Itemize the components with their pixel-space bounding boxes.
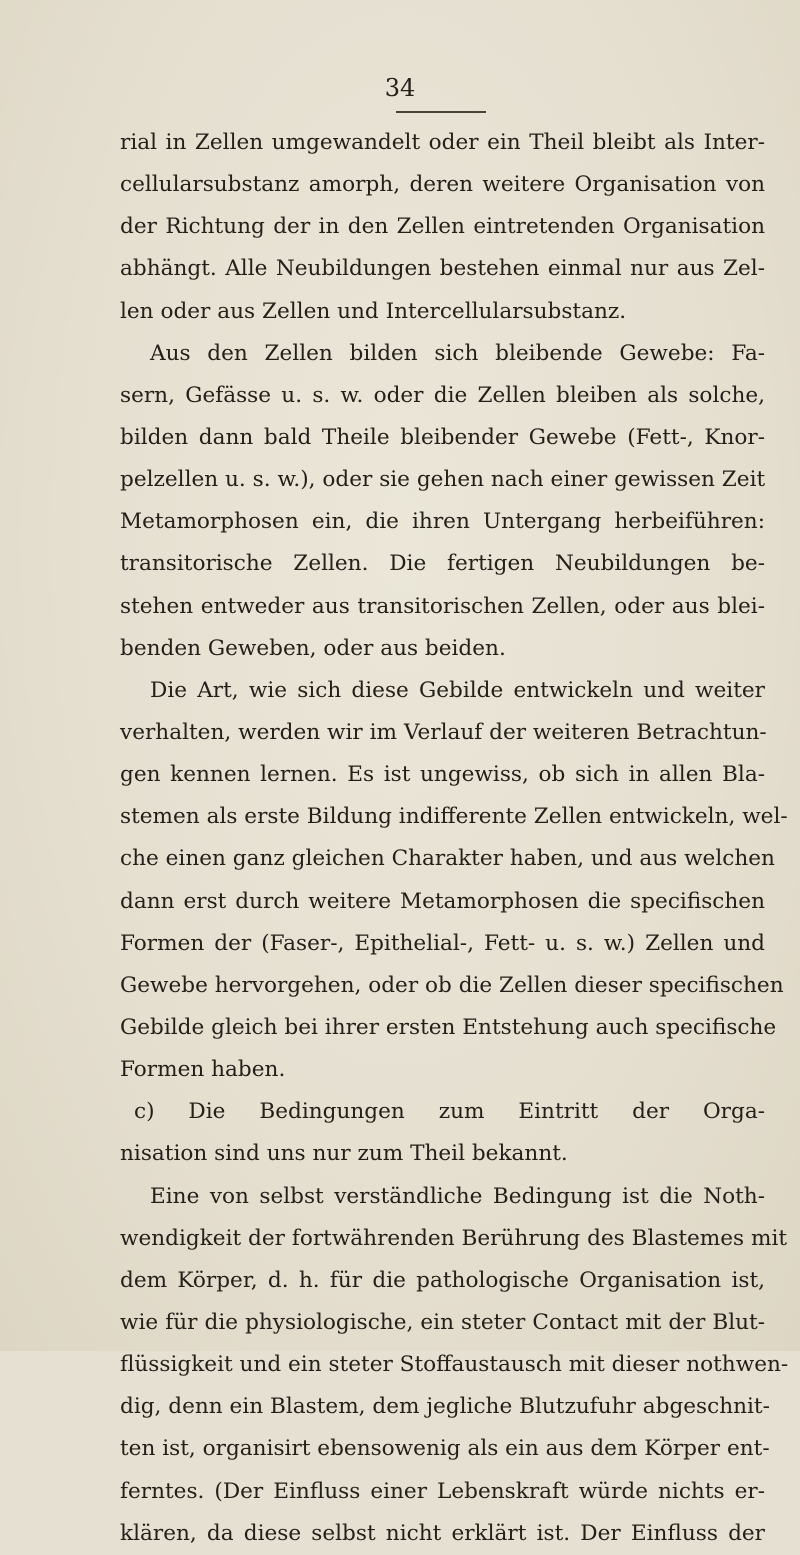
text-line: Die Art, wie sich diese Gebilde entwickeln und weiter [150, 677, 765, 703]
text-line: rial in Zellen umgewandelt oder ein Theil bleibt als Inter- [120, 130, 765, 155]
text-line: der Richtung der in den Zellen eintretenden Organisation [120, 214, 765, 240]
text-line: verhalten, werden wir im Verlauf der weiteren Betrachtun- [120, 719, 767, 745]
text-line: len oder aus Zellen und Intercellularsubstanz. [120, 298, 627, 324]
text-line: dig, denn ein Blastem, dem jegliche Blutzufuhr abgeschnit- [120, 1394, 770, 1420]
text-line: benden Geweben, oder aus beiden. [120, 635, 506, 661]
text-line: sern, Gefässe u. s. w. oder die Zellen bleiben als solche, [120, 382, 765, 408]
text-line: wie für die physiologische, ein steter Contact mit der Blut- [120, 1309, 765, 1335]
text-line: abhängt. Alle Neubildungen bestehen einmal nur aus Zel- [120, 256, 765, 282]
text-line: stehen entweder aus transitorischen Zellen, oder aus blei- [120, 593, 765, 619]
section-heading-line: c) Die Bedingungen zum Eintritt der Orga- [134, 1099, 765, 1125]
text-line: Gewebe hervorgehen, oder ob die Zellen dieser specifischen [120, 972, 784, 998]
text-line: Formen der (Faser-, Epithelial-, Fett- u. s. w.) Zellen und [120, 930, 765, 956]
text-line: cellularsubstanz amorph, deren weitere Organisation von [120, 172, 765, 198]
text-line: flüssigkeit und ein steter Stoffaustausch mit dieser nothwen- [120, 1352, 789, 1378]
page-number: 34 [384, 74, 416, 102]
text-line: klären, da diese selbst nicht erklärt ist. Der Einfluss der [120, 1520, 765, 1546]
text-line: wendigkeit der fortwährenden Berührung des Blastemes mit [120, 1225, 788, 1251]
text-line: transitorische Zellen. Die fertigen Neubildungen be- [120, 551, 765, 577]
text-line: gen kennen lernen. Es ist ungewiss, ob sich in allen Bla- [120, 762, 765, 788]
text-line: bilden dann bald Theile bleibender Gewebe (Fett-, Knor- [120, 424, 765, 450]
text-line: Gebilde gleich bei ihrer ersten Entstehung auch specifische [120, 1014, 777, 1040]
text-line: Metamorphosen ein, die ihren Untergang herbeiführen: [120, 509, 765, 535]
text-line: che einen ganz gleichen Charakter haben, und aus welchen [120, 846, 775, 872]
text-line: ferntes. (Der Einfluss einer Lebenskraft würde nichts er- [120, 1478, 765, 1504]
body-text [120, 122, 789, 1555]
text-line: dann erst durch weitere Metamorphosen die specifischen [120, 888, 765, 914]
text-line: Aus den Zellen bilden sich bleibende Gewebe: Fa- [150, 340, 765, 366]
text-line: stemen als erste Bildung indifferente Zellen entwickeln, wel- [120, 804, 788, 830]
text-line: pelzellen u. s. w.), oder sie gehen nach einer gewissen Zeit [120, 467, 766, 493]
text-line: Eine von selbst verständliche Bedingung ist die Noth- [150, 1183, 765, 1209]
text-line: nisation sind uns nur zum Theil bekannt. [120, 1141, 568, 1167]
text-line: ten ist, organisirt ebensowenig als ein aus dem Körper ent- [120, 1436, 770, 1462]
text-line: Formen haben. [120, 1057, 286, 1083]
page-number-rule [396, 111, 486, 113]
text-line: dem Körper, d. h. für die pathologische Organisation ist, [120, 1267, 765, 1293]
